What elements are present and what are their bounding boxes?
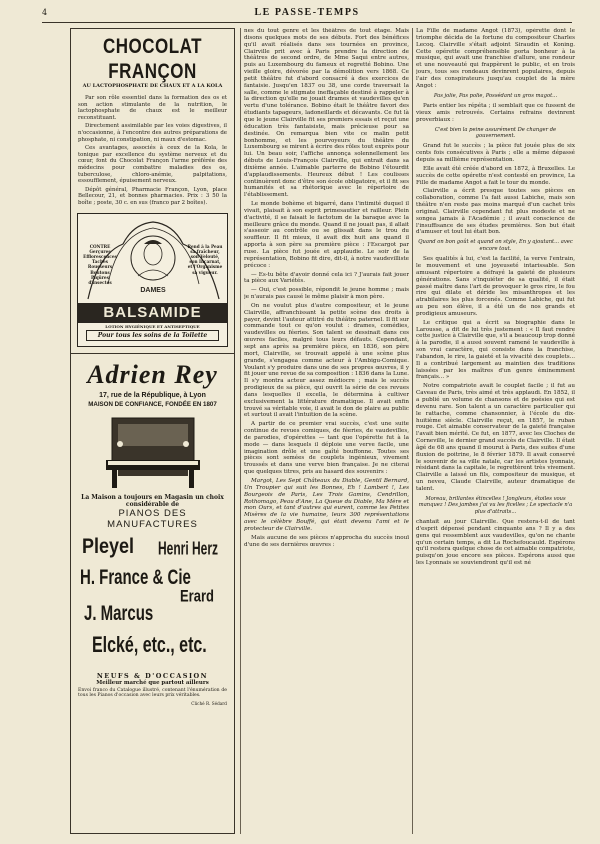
rey-maison: La Maison a toujours en Magasin un choix considérable de xyxy=(81,493,224,508)
brand-elcke: Elcké, etc., etc. xyxy=(92,633,207,658)
article-paragraph: Elle avait été créée d'abord en 1872, à Bruxelles. Le succès de cette opérette n'est contesté en province, La Fille de madame Angot a fait le tour du monde. xyxy=(416,165,575,186)
balsamide-tagline: Pour tous les soins de la Toilette xyxy=(86,330,219,341)
balsamide-left-text: CONTRE Gerçures Efflorescences Taches Rousseurs Boutons Piqûres d'insectes xyxy=(83,243,117,285)
rey-address: 17, rue de la République, à Lyon xyxy=(99,391,206,399)
header-rule xyxy=(42,22,572,23)
rey-neufs: NEUFS & D'OCCASION xyxy=(96,671,209,680)
chocolat-ad xyxy=(78,34,227,207)
article-paragraph: La Fille de madame Angot (1873), opérette dont le triomphe décida de la fortune du compositeur Charles Lecoq. Clairville s'était adjoint Siraudin et Koning. Cette opérette compréhensible porta bonheur à la musique, qui avait une franchise d'allure, une rondeur et une nouveauté qui frappèrent le public, et en trois jours, tous ses rondeaux devinrent populaires, depuis l'air des conspirateurs jusqu'au couplet de la mère Angot : xyxy=(416,28,575,89)
balsamide-ad xyxy=(77,213,228,347)
article-paragraph: A partir de ce premier vrai succès, c'est une suite continue de revues comiques, de féeries, de vaudevilles, de parodies, d'opérettes — tant que l'opérette fut à la mode — dans lesquels il déploie une verve facile, une imagination drôle et une gaîté bouffonne. Toutes ses pièces sont semées de couplets ingénieux, vivement troussés et dans une verve bien française. Je ne citerai que quelques titres, pris au hasard des souvenirs : xyxy=(244,421,409,476)
journal-title: LE PASSE-TEMPS xyxy=(254,7,360,18)
article-paragraph: Clairville a écrit presque toutes ses pièces en collaboration, comme l'a fait aussi Labiche, mais son théâtre n'en reste pas moins marqué d'un cachet très original. Clairville cependant fut plus modeste et ne songea jamais à l'Académie ; il avait conscience de l'insuffisance de ses études premières. Son but était d'amuser et tout lui était bon. xyxy=(416,188,575,236)
ads-column xyxy=(70,28,235,834)
svg-text:DAMES: DAMES xyxy=(140,286,166,294)
brand-herz: Henri Herz xyxy=(158,537,219,559)
chocolat-subtitle: AU LACTOPHOSPHATE DE CHAUX ET A LA KOLA xyxy=(82,83,223,89)
column-rule xyxy=(240,28,241,834)
rey-name: Adrien Rey xyxy=(87,359,218,389)
column-rule xyxy=(412,28,413,834)
article-paragraph: — Oui, c'est possible, répondit le jeune homme ; mais je n'aurais pas causé le même plaisir à mon père. xyxy=(244,287,409,301)
rey-meilleur: Meilleur marché que partout ailleurs xyxy=(96,679,209,686)
article-paragraph: Le critique qui a écrit sa biographie dans le Larousse, a dit de lui très justement : « Il faut rendre cette justice à Clairville que, s'il a beaucoup trop donné à la parodie, il a aussi souvent ramené le vaudeville à son vrai caractère, qui consiste dans la franchise, l'abandon, le rire, la gaieté et la vivacité des couplets... Il a contribué largement au maintien des traditions laissées par les maîtres d'un genre éminemment français... » xyxy=(416,319,575,381)
article-paragraph: Ses qualités à lui, c'est la facilité, la verve l'entrain, le mouvement et une joyeuseté intarissable. Son amusant répertoire a défrayé la gaieté de plusieurs générations. Sans s'inquiéter de sa qualité, il était passé maître dans l'art de provoquer le gros rire, le fou rire qui dilate et déride les misanthropes et les atrabilaires les plus forcenés. Comme Labiche, qui fut au peu son élève, il a été un de nos grands et prodigieux amuseurs. xyxy=(416,256,575,317)
verse-quote: Moreau, brillantes étincelles ! Jongleurs, étoiles vous manquez ! Des jambes j'ai vu les ficelles ; Le spectacle n'a plus d'attraits... xyxy=(418,495,573,515)
chocolat-text: Par son rôle essentiel dans la formation des os et son action stimulante de la nutrition, le lactophosphate de chaux est le meilleur reconstituant. xyxy=(78,95,227,121)
article-column-3 xyxy=(416,28,575,834)
verse-quote: C'est bien la peine assurément De changer de gouvernement. xyxy=(434,126,557,139)
article-paragraph: Notre compatriote avait le couplet facile ; il fut au Caveau de Paris, très aimé et très applaudi. En 1852, il a publié un volume de chansons et de poésies qui est devenu rare. Son talent a un caractère particulier qui le rattache, comme chansonnier, à l'école du dix-huitième siècle. Clairville reçut, en 1857, le ruban rouge. Cet aimable conservateur de la gaieté française l'avait bien mérité. Ce fut, en 1877, avec les Cloches de Corneville, le dernier grand succès de Clairville. Il était âgé de 68 ans quand il mourut à Paris, des suites d'une fluxion de poitrine, le 8 février 1879. Il avait conservé le souvenir de sa ville natale, car les artistes lyonnais, résidant dans la capitale, le regrettèrent très vivement. Clairville a laissé un fils, compositeur de musique, et un neveu, Claude Clairville, auteur dramatique de talent. xyxy=(416,383,575,492)
verse-quote: Quand on bon goût et quand on style, En y ajoutant... avec encore tout. xyxy=(418,239,573,252)
article-paragraph: Mais aucune de ses pièces n'approcha du succès inouï d'une de ses dernières œuvres : xyxy=(244,534,409,548)
article-paragraph: Paris entier les répéta ; il semblait que ce fussent de vieux amis retrouvés. Certains refrains devinrent proverbiaux : xyxy=(416,103,575,123)
article-paragraph: chantait au jour Clairville. Que restera-t-il de tant d'esprit dépensé pendant cinquante ans ? Il y a des gens qui ressemblent aux vaudevilles, qu'on ne chante qu'un certain temps, a dit La Rochefoucauld. Espérons qu'il restera quelque chose de cet aimable compatriote, puisqu'on joue encore ses pièces. Espérons aussi que les Lyonnais se souviendront qu'il est né xyxy=(416,519,575,567)
page-number: 4 xyxy=(42,8,48,17)
article-paragraph: Margot, Les Sept Châteaux du Diable, Gentil Bernard, Un Troupier qui suit les Bonnes, Eh ! Lambert !, Les Bourgeois de Paris, Les Trois Gamins, Cendrillon, Rothomago, Peau d'Ane, La Queue du Diable, Ma Mère et mon Ours, et tant d'autres qui eurent, comme les Petites Misères de la vie humaine, leurs 300 représentations avec le célèbre Bouffé, qui était devenu l'ami et le protecteur de Clairville. xyxy=(244,478,409,532)
rey-ad xyxy=(78,360,227,706)
piano-brands xyxy=(78,534,227,672)
piano-illustration xyxy=(98,414,208,490)
ad-separator xyxy=(71,353,234,354)
article-paragraph: Le monde bohème et bigarré, dans l'intimité duquel il vivait, plaisait à son esprit primesautier et railleur. Plein d'activité, il se faisait le factotum de la baraque avec la meilleure grâce du monde. Quand il ne jouait pas, il allait s'asseoir au contrôle ou se glissait dans le trou du souffleur. Il fit mieux, il avait dix huit ans quand il apporta à son père sa première pièce : l'Escargot par ruse. La pièce fut jouée et applaudie. Le soir de la représentation, Bobino fit dire, dit-il, à notre vaudevilliste précoce : xyxy=(244,201,409,269)
brand-pleyel: Pleyel xyxy=(82,533,135,558)
article-paragraph: On ne voulut plus d'autre compositeur, et le jeune Clairville, affranchissant la petite scène des droits à payer, devint l'auteur attitré du théâtre paternel. Il fit sur commande tout ce qu'on voulut : drames, comédies, vaudevilles ou féeries. Son talent se dessinait dans ces œuvres faciles, malgré tous leurs défauts. Cependant, sept ans après sa première pièce, en 1836, son père mort, Clairville, se trouvait appelé à une scène plus grande, s'engagea comme acteur à l'Ambigu-Comique. Voulant s'y produire dans une de ses propres œuvres, il y fit jouer une revue de sa composition : 1836 dans la Lune. Il s'y montra acteur assez médiocre ; mais le succès prodigieux de sa pièce, qui ouvrit la série de ces revues dans lesquelles il excella, le détermina à cultiver exclusivement la littérature dramatique. Il avait enfin trouvé sa véritable voie, il avait le don de plaire au public et surtout il avait l'intuition de la scène. xyxy=(244,302,409,419)
brand-france: H. France & Cie xyxy=(80,565,191,590)
article-paragraph: — Es-tu bête d'avoir donné cela ici ? J'aurais fait jouer ta pièce aux Variétés. xyxy=(244,271,409,285)
balsamide-name: BALSAMIDE xyxy=(78,303,227,323)
article-paragraph: Grand fut le succès ; la pièce fut jouée plus de six cents fois consécutives à Paris ; elle a même dépassé depuis sa millième représentation. xyxy=(416,143,575,164)
article-column-2 xyxy=(244,28,409,834)
chocolat-text: Dépôt général, Pharmacie Françon, Lyon, place Bellecour, 21, et bonnes pharmacies. Prix : 3 50 la boîte ; poste, 30 c. en sus (franco par 2 boîtes). xyxy=(78,186,227,206)
chocolat-text: Directement assimilable par les voies digestives, il n'occasionne, à l'encontre des autres préparations de phosphate, ni constipation, ni maux d'estomac. xyxy=(78,123,227,143)
brand-marcus: J. Marcus xyxy=(84,601,154,626)
cliche-credit: Cliché R. Sédard xyxy=(191,700,227,706)
page-header xyxy=(42,6,572,24)
balsamide-right-text: Rend à la Peau sa fraîcheur, son Velouté, son Incarnat, et l'Organisme sa vigueur. xyxy=(187,243,223,275)
chocolat-title: CHOCOLAT FRANÇON xyxy=(102,34,203,83)
verse-quote: Pas jolie, Pas polie, Possédant un gros magot... xyxy=(433,92,558,99)
balsamide-subline: LOTION HYGIÉNIQUE ET ANTISEPTIQUE xyxy=(105,323,200,329)
chocolat-text: Ces avantages, associés à ceux de la Kola, le tonique par excellence du système nerveux et du cœur, font du Chocolat Françon l'arme préférée des médecins pour combattre maladies des os, tuberculose, chloro-anémie, palpitations, essoufflement, épuisement nerveux. xyxy=(78,145,227,185)
article-paragraph: nes du tout genre et les théâtres de tout étage. Mais disons quelques mots de ses débuts. Fort des bénéfices qu'il avait réalisés dans ses tournées en province, Clairville prit avec à Paris prendre la direction de théâtres de second ordre, de Mme Saqui entre autres, puis au Luxembourg du fameux et regretté Bobino. Une vieille gloire, dévorée par la démolition vers 1868. Ce petit théâtre fut d'abord consacré à des exercices de fantaisie. Jusqu'en 1837 ou 38, une corde traversait la salle, comme le stigmate ineffaçable destiné à rappeler à la direction qu'elle ne jouait drames et vaudevilles qu'en vertu d'une tolérance. Bobino était le théâtre favori des étudiants tapageurs, ladoneillards et décavants. Ce fut là que le jeune Clairville fit ses premiers essais et reçut une éducation très fantaisiste, mais précieuse pour sa destinée. On remarqua bien vite ce malin petit bonhomme, et les pourvoyeurs du théâtre du Luxembourg se mirent à écrire des rôles tout exprès pour lui. Un beau soir, l'affiche annonça solennellement les débuts de Louis-François Clairville, qui entrait dans sa dixième année. L'aimable parterre de Bobino l'étourdit d'applaudissements. Heureux début ! Les coulisses continuèrent donc d'être son école obligatoire, et il fit ses humanités et sa rhétorique avec le répertoire de l'établissement. xyxy=(244,28,409,199)
rey-envoi: Envoi franco du Catalogue illustré, contenant l'énumération de tous les Pianos d'occasion avec leurs prix véritables. xyxy=(78,687,227,699)
rey-tagline: MAISON DE CONFIANCE, FONDÉE EN 1807 xyxy=(88,400,217,408)
rey-pianos: PIANOS DES MANUFACTURES xyxy=(107,507,198,530)
brand-erard: Erard xyxy=(180,585,214,605)
